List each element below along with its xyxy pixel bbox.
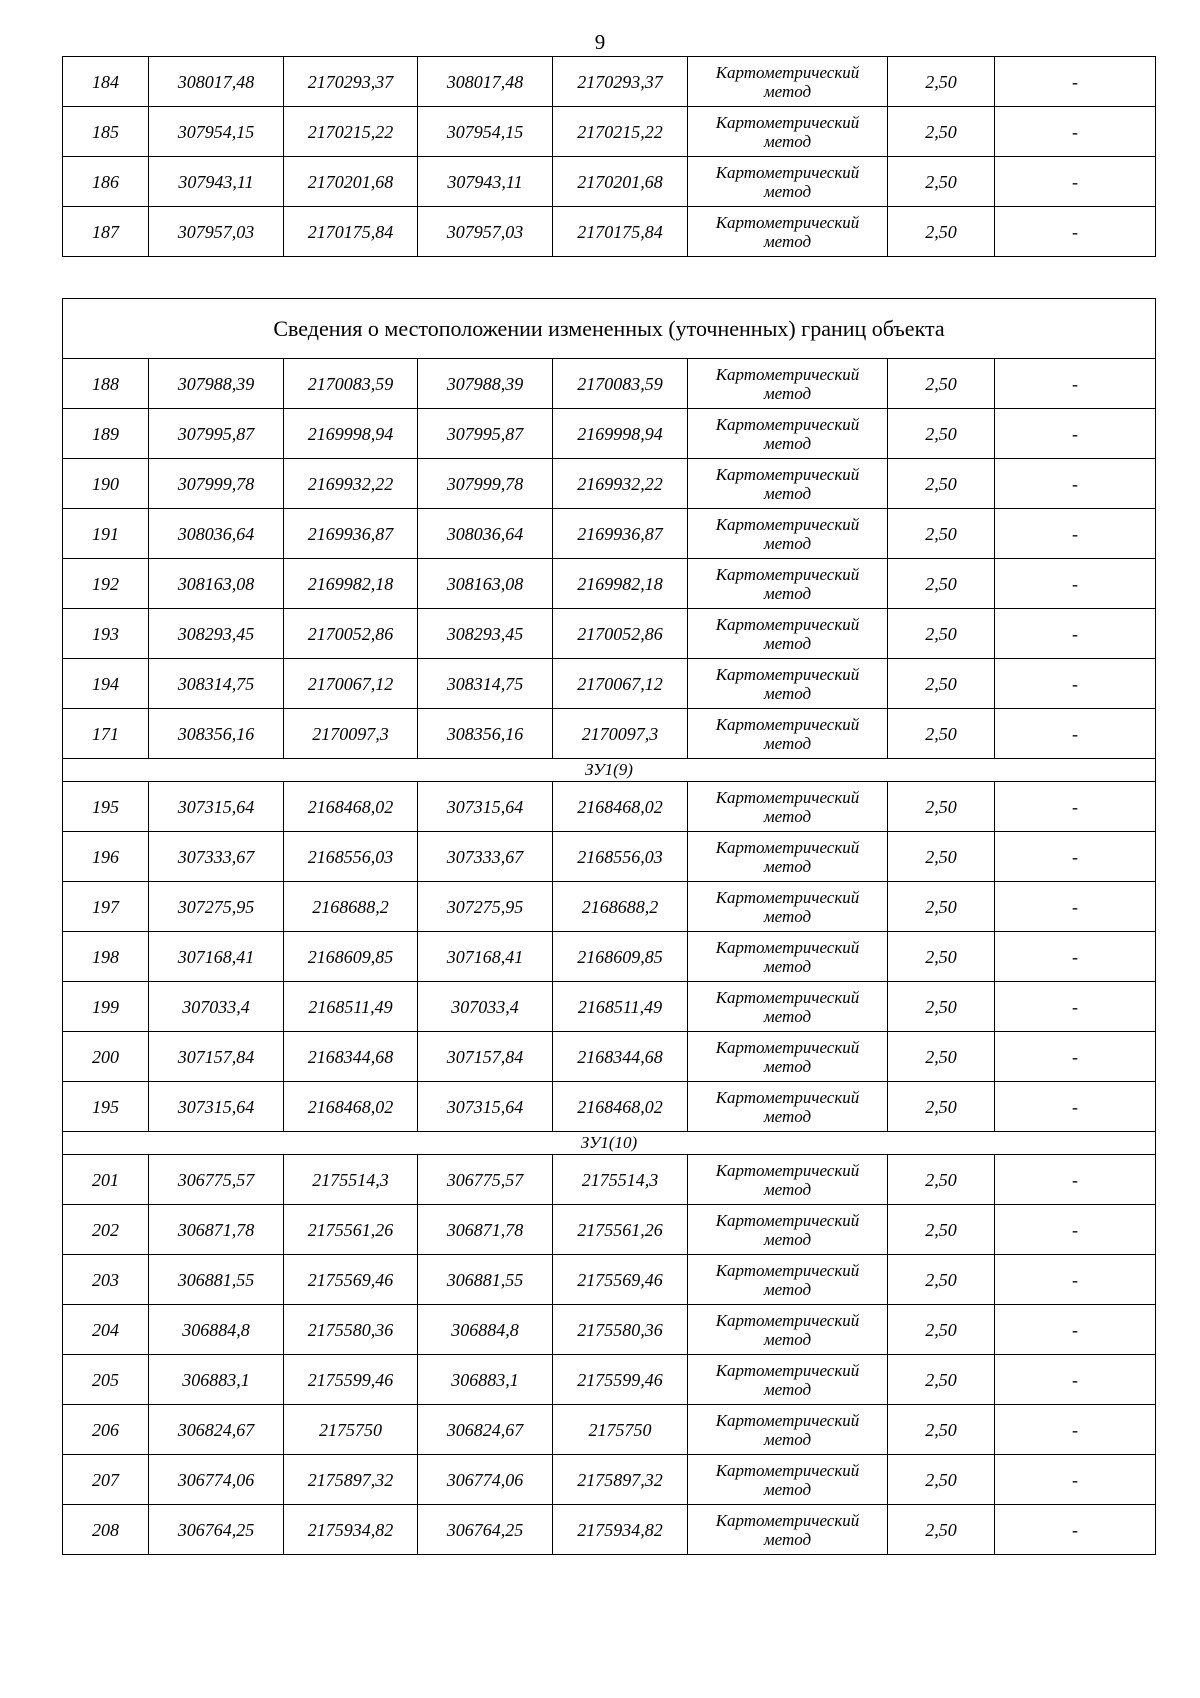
x-new-cell: 308314,75 <box>418 659 553 709</box>
y-existing-cell: 2170293,37 <box>284 57 418 107</box>
x-existing-cell: 306764,25 <box>149 1505 284 1555</box>
description-cell: - <box>995 1455 1156 1505</box>
y-existing-cell: 2170201,68 <box>284 157 418 207</box>
x-existing-cell: 306881,55 <box>149 1255 284 1305</box>
y-existing-cell: 2175561,26 <box>284 1205 418 1255</box>
table-row <box>63 1082 1156 1132</box>
accuracy-cell: 2,50 <box>888 1505 995 1555</box>
table-row <box>63 982 1156 1032</box>
table-row <box>63 659 1156 709</box>
y-existing-cell: 2169932,22 <box>284 459 418 509</box>
point-number-cell: 192 <box>63 559 149 609</box>
y-existing-cell: 2168609,85 <box>284 932 418 982</box>
x-existing-cell: 308017,48 <box>149 57 284 107</box>
table-row <box>63 609 1156 659</box>
x-new-cell: 306871,78 <box>418 1205 553 1255</box>
point-number-cell: 194 <box>63 659 149 709</box>
y-new-cell: 2170067,12 <box>553 659 688 709</box>
x-new-cell: 307988,39 <box>418 359 553 409</box>
point-number-cell: 189 <box>63 409 149 459</box>
y-new-cell: 2170293,37 <box>553 57 688 107</box>
table-row <box>63 1405 1156 1455</box>
y-new-cell: 2170175,84 <box>553 207 688 257</box>
x-existing-cell: 308314,75 <box>149 659 284 709</box>
y-existing-cell: 2175750 <box>284 1405 418 1455</box>
x-new-cell: 308163,08 <box>418 559 553 609</box>
x-existing-cell: 306883,1 <box>149 1355 284 1405</box>
method-cell: Картометрический метод <box>688 932 888 982</box>
method-cell: Картометрический метод <box>688 509 888 559</box>
table-row <box>63 1355 1156 1405</box>
x-new-cell: 306775,57 <box>418 1155 553 1205</box>
x-new-cell: 308293,45 <box>418 609 553 659</box>
y-existing-cell: 2175599,46 <box>284 1355 418 1405</box>
point-number-cell: 198 <box>63 932 149 982</box>
y-existing-cell: 2169982,18 <box>284 559 418 609</box>
y-new-cell: 2168688,2 <box>553 882 688 932</box>
y-new-cell: 2168468,02 <box>553 782 688 832</box>
y-new-cell: 2175514,3 <box>553 1155 688 1205</box>
y-new-cell: 2168344,68 <box>553 1032 688 1082</box>
section-header: Сведения о местоположении измененных (уточненных) границ объекта <box>63 299 1156 359</box>
point-number-cell: 207 <box>63 1455 149 1505</box>
description-cell: - <box>995 1505 1156 1555</box>
table-row <box>63 1155 1156 1205</box>
table-row <box>63 1305 1156 1355</box>
y-new-cell: 2170097,3 <box>553 709 688 759</box>
y-existing-cell: 2170175,84 <box>284 207 418 257</box>
description-cell: - <box>995 1255 1156 1305</box>
y-new-cell: 2170083,59 <box>553 359 688 409</box>
description-cell: - <box>995 1032 1156 1082</box>
y-existing-cell: 2170052,86 <box>284 609 418 659</box>
x-existing-cell: 307954,15 <box>149 107 284 157</box>
point-number-cell: 188 <box>63 359 149 409</box>
point-number-cell: 199 <box>63 982 149 1032</box>
method-cell: Картометрический метод <box>688 157 888 207</box>
y-existing-cell: 2175897,32 <box>284 1455 418 1505</box>
x-new-cell: 308356,16 <box>418 709 553 759</box>
accuracy-cell: 2,50 <box>888 982 995 1032</box>
table-row <box>63 459 1156 509</box>
description-cell: - <box>995 1082 1156 1132</box>
point-number-cell: 171 <box>63 709 149 759</box>
table-row <box>63 832 1156 882</box>
table-row <box>63 1455 1156 1505</box>
x-new-cell: 307315,64 <box>418 782 553 832</box>
point-number-cell: 208 <box>63 1505 149 1555</box>
point-number-cell: 201 <box>63 1155 149 1205</box>
x-new-cell: 306764,25 <box>418 1505 553 1555</box>
x-new-cell: 307999,78 <box>418 459 553 509</box>
description-cell: - <box>995 982 1156 1032</box>
changed-boundaries-table <box>62 298 1156 1555</box>
point-number-cell: 195 <box>63 782 149 832</box>
method-cell: Картометрический метод <box>688 1455 888 1505</box>
table-row <box>63 1032 1156 1082</box>
table-row <box>63 1205 1156 1255</box>
accuracy-cell: 2,50 <box>888 782 995 832</box>
description-cell: - <box>995 459 1156 509</box>
coordinates-table-body <box>63 57 1156 257</box>
y-existing-cell: 2175580,36 <box>284 1305 418 1355</box>
y-existing-cell: 2170067,12 <box>284 659 418 709</box>
accuracy-cell: 2,50 <box>888 459 995 509</box>
description-cell: - <box>995 559 1156 609</box>
x-existing-cell: 306824,67 <box>149 1405 284 1455</box>
parcel-section-row <box>63 759 1156 782</box>
y-new-cell: 2170215,22 <box>553 107 688 157</box>
method-cell: Картометрический метод <box>688 409 888 459</box>
x-new-cell: 307943,11 <box>418 157 553 207</box>
point-number-cell: 184 <box>63 57 149 107</box>
table-row <box>63 207 1156 257</box>
coordinates-table-continued <box>62 56 1156 257</box>
description-cell: - <box>995 882 1156 932</box>
method-cell: Картометрический метод <box>688 1405 888 1455</box>
parcel-label: ЗУ1(10) <box>63 1132 1156 1155</box>
table-row <box>63 709 1156 759</box>
description-cell: - <box>995 207 1156 257</box>
point-number-cell: 193 <box>63 609 149 659</box>
description-cell: - <box>995 1355 1156 1405</box>
x-existing-cell: 307333,67 <box>149 832 284 882</box>
x-existing-cell: 307275,95 <box>149 882 284 932</box>
x-new-cell: 308017,48 <box>418 57 553 107</box>
x-new-cell: 307995,87 <box>418 409 553 459</box>
y-existing-cell: 2175514,3 <box>284 1155 418 1205</box>
point-number-cell: 206 <box>63 1405 149 1455</box>
description-cell: - <box>995 509 1156 559</box>
accuracy-cell: 2,50 <box>888 1405 995 1455</box>
x-new-cell: 306774,06 <box>418 1455 553 1505</box>
method-cell: Картометрический метод <box>688 359 888 409</box>
method-cell: Картометрический метод <box>688 609 888 659</box>
accuracy-cell: 2,50 <box>888 1155 995 1205</box>
point-number-cell: 186 <box>63 157 149 207</box>
x-new-cell: 307315,64 <box>418 1082 553 1132</box>
accuracy-cell: 2,50 <box>888 57 995 107</box>
x-existing-cell: 307157,84 <box>149 1032 284 1082</box>
x-existing-cell: 307315,64 <box>149 1082 284 1132</box>
y-existing-cell: 2169998,94 <box>284 409 418 459</box>
y-new-cell: 2175750 <box>553 1405 688 1455</box>
x-new-cell: 306883,1 <box>418 1355 553 1405</box>
point-number-cell: 191 <box>63 509 149 559</box>
point-number-cell: 195 <box>63 1082 149 1132</box>
method-cell: Картометрический метод <box>688 832 888 882</box>
point-number-cell: 200 <box>63 1032 149 1082</box>
x-existing-cell: 307995,87 <box>149 409 284 459</box>
y-existing-cell: 2168511,49 <box>284 982 418 1032</box>
accuracy-cell: 2,50 <box>888 509 995 559</box>
method-cell: Картометрический метод <box>688 207 888 257</box>
accuracy-cell: 2,50 <box>888 157 995 207</box>
table-row <box>63 1505 1156 1555</box>
y-existing-cell: 2170215,22 <box>284 107 418 157</box>
x-existing-cell: 306871,78 <box>149 1205 284 1255</box>
y-new-cell: 2168468,02 <box>553 1082 688 1132</box>
description-cell: - <box>995 782 1156 832</box>
x-existing-cell: 307988,39 <box>149 359 284 409</box>
accuracy-cell: 2,50 <box>888 609 995 659</box>
method-cell: Картометрический метод <box>688 107 888 157</box>
x-new-cell: 307168,41 <box>418 932 553 982</box>
point-number-cell: 196 <box>63 832 149 882</box>
description-cell: - <box>995 409 1156 459</box>
x-existing-cell: 306774,06 <box>149 1455 284 1505</box>
changed-boundaries-table-body <box>63 299 1156 1555</box>
y-new-cell: 2175580,36 <box>553 1305 688 1355</box>
x-new-cell: 307157,84 <box>418 1032 553 1082</box>
method-cell: Картометрический метод <box>688 882 888 932</box>
y-existing-cell: 2168468,02 <box>284 782 418 832</box>
y-new-cell: 2175599,46 <box>553 1355 688 1405</box>
y-existing-cell: 2175934,82 <box>284 1505 418 1555</box>
x-existing-cell: 306775,57 <box>149 1155 284 1205</box>
y-new-cell: 2175897,32 <box>553 1455 688 1505</box>
description-cell: - <box>995 1305 1156 1355</box>
point-number-cell: 197 <box>63 882 149 932</box>
accuracy-cell: 2,50 <box>888 207 995 257</box>
method-cell: Картометрический метод <box>688 1505 888 1555</box>
method-cell: Картометрический метод <box>688 1355 888 1405</box>
description-cell: - <box>995 157 1156 207</box>
accuracy-cell: 2,50 <box>888 1082 995 1132</box>
x-new-cell: 308036,64 <box>418 509 553 559</box>
table-row <box>63 509 1156 559</box>
table-row <box>63 359 1156 409</box>
table-row <box>63 107 1156 157</box>
description-cell: - <box>995 57 1156 107</box>
table-row <box>63 882 1156 932</box>
parcel-section-row <box>63 1132 1156 1155</box>
table-header-row <box>63 299 1156 359</box>
method-cell: Картометрический метод <box>688 782 888 832</box>
y-new-cell: 2170201,68 <box>553 157 688 207</box>
description-cell: - <box>995 359 1156 409</box>
point-number-cell: 190 <box>63 459 149 509</box>
x-existing-cell: 307957,03 <box>149 207 284 257</box>
accuracy-cell: 2,50 <box>888 932 995 982</box>
x-existing-cell: 308293,45 <box>149 609 284 659</box>
method-cell: Картометрический метод <box>688 1155 888 1205</box>
point-number-cell: 204 <box>63 1305 149 1355</box>
accuracy-cell: 2,50 <box>888 1205 995 1255</box>
description-cell: - <box>995 609 1156 659</box>
y-existing-cell: 2170097,3 <box>284 709 418 759</box>
y-new-cell: 2175934,82 <box>553 1505 688 1555</box>
accuracy-cell: 2,50 <box>888 1455 995 1505</box>
y-new-cell: 2168511,49 <box>553 982 688 1032</box>
accuracy-cell: 2,50 <box>888 1032 995 1082</box>
y-new-cell: 2169932,22 <box>553 459 688 509</box>
table-row <box>63 1255 1156 1305</box>
description-cell: - <box>995 1155 1156 1205</box>
x-new-cell: 306884,8 <box>418 1305 553 1355</box>
x-existing-cell: 307315,64 <box>149 782 284 832</box>
description-cell: - <box>995 1405 1156 1455</box>
y-new-cell: 2175561,26 <box>553 1205 688 1255</box>
method-cell: Картометрический метод <box>688 1205 888 1255</box>
y-new-cell: 2169998,94 <box>553 409 688 459</box>
method-cell: Картометрический метод <box>688 659 888 709</box>
x-existing-cell: 306884,8 <box>149 1305 284 1355</box>
method-cell: Картометрический метод <box>688 709 888 759</box>
accuracy-cell: 2,50 <box>888 1305 995 1355</box>
x-existing-cell: 307999,78 <box>149 459 284 509</box>
y-existing-cell: 2168344,68 <box>284 1032 418 1082</box>
page-number: 9 <box>594 30 606 54</box>
point-number-cell: 185 <box>63 107 149 157</box>
method-cell: Картометрический метод <box>688 559 888 609</box>
y-new-cell: 2169982,18 <box>553 559 688 609</box>
y-new-cell: 2169936,87 <box>553 509 688 559</box>
y-existing-cell: 2168556,03 <box>284 832 418 882</box>
y-existing-cell: 2169936,87 <box>284 509 418 559</box>
description-cell: - <box>995 659 1156 709</box>
accuracy-cell: 2,50 <box>888 107 995 157</box>
table-row <box>63 409 1156 459</box>
table-row <box>63 157 1156 207</box>
accuracy-cell: 2,50 <box>888 709 995 759</box>
point-number-cell: 205 <box>63 1355 149 1405</box>
y-new-cell: 2175569,46 <box>553 1255 688 1305</box>
accuracy-cell: 2,50 <box>888 359 995 409</box>
x-new-cell: 307033,4 <box>418 982 553 1032</box>
x-new-cell: 307333,67 <box>418 832 553 882</box>
method-cell: Картометрический метод <box>688 459 888 509</box>
x-existing-cell: 308036,64 <box>149 509 284 559</box>
method-cell: Картометрический метод <box>688 1082 888 1132</box>
point-number-cell: 202 <box>63 1205 149 1255</box>
accuracy-cell: 2,50 <box>888 559 995 609</box>
x-new-cell: 306881,55 <box>418 1255 553 1305</box>
description-cell: - <box>995 107 1156 157</box>
x-existing-cell: 308356,16 <box>149 709 284 759</box>
description-cell: - <box>995 932 1156 982</box>
y-existing-cell: 2168688,2 <box>284 882 418 932</box>
accuracy-cell: 2,50 <box>888 1255 995 1305</box>
table-row <box>63 559 1156 609</box>
accuracy-cell: 2,50 <box>888 832 995 882</box>
y-new-cell: 2168609,85 <box>553 932 688 982</box>
accuracy-cell: 2,50 <box>888 659 995 709</box>
method-cell: Картометрический метод <box>688 1305 888 1355</box>
x-new-cell: 306824,67 <box>418 1405 553 1455</box>
method-cell: Картометрический метод <box>688 1032 888 1082</box>
y-new-cell: 2168556,03 <box>553 832 688 882</box>
x-existing-cell: 307033,4 <box>149 982 284 1032</box>
accuracy-cell: 2,50 <box>888 1355 995 1405</box>
parcel-label: ЗУ1(9) <box>63 759 1156 782</box>
method-cell: Картометрический метод <box>688 982 888 1032</box>
x-existing-cell: 308163,08 <box>149 559 284 609</box>
x-existing-cell: 307943,11 <box>149 157 284 207</box>
description-cell: - <box>995 709 1156 759</box>
description-cell: - <box>995 832 1156 882</box>
y-existing-cell: 2175569,46 <box>284 1255 418 1305</box>
y-existing-cell: 2170083,59 <box>284 359 418 409</box>
table-row <box>63 932 1156 982</box>
y-new-cell: 2170052,86 <box>553 609 688 659</box>
point-number-cell: 203 <box>63 1255 149 1305</box>
accuracy-cell: 2,50 <box>888 882 995 932</box>
table-row <box>63 782 1156 832</box>
x-new-cell: 307275,95 <box>418 882 553 932</box>
accuracy-cell: 2,50 <box>888 409 995 459</box>
table-row <box>63 57 1156 107</box>
method-cell: Картометрический метод <box>688 57 888 107</box>
description-cell: - <box>995 1205 1156 1255</box>
x-new-cell: 307954,15 <box>418 107 553 157</box>
method-cell: Картометрический метод <box>688 1255 888 1305</box>
y-existing-cell: 2168468,02 <box>284 1082 418 1132</box>
point-number-cell: 187 <box>63 207 149 257</box>
x-existing-cell: 307168,41 <box>149 932 284 982</box>
x-new-cell: 307957,03 <box>418 207 553 257</box>
